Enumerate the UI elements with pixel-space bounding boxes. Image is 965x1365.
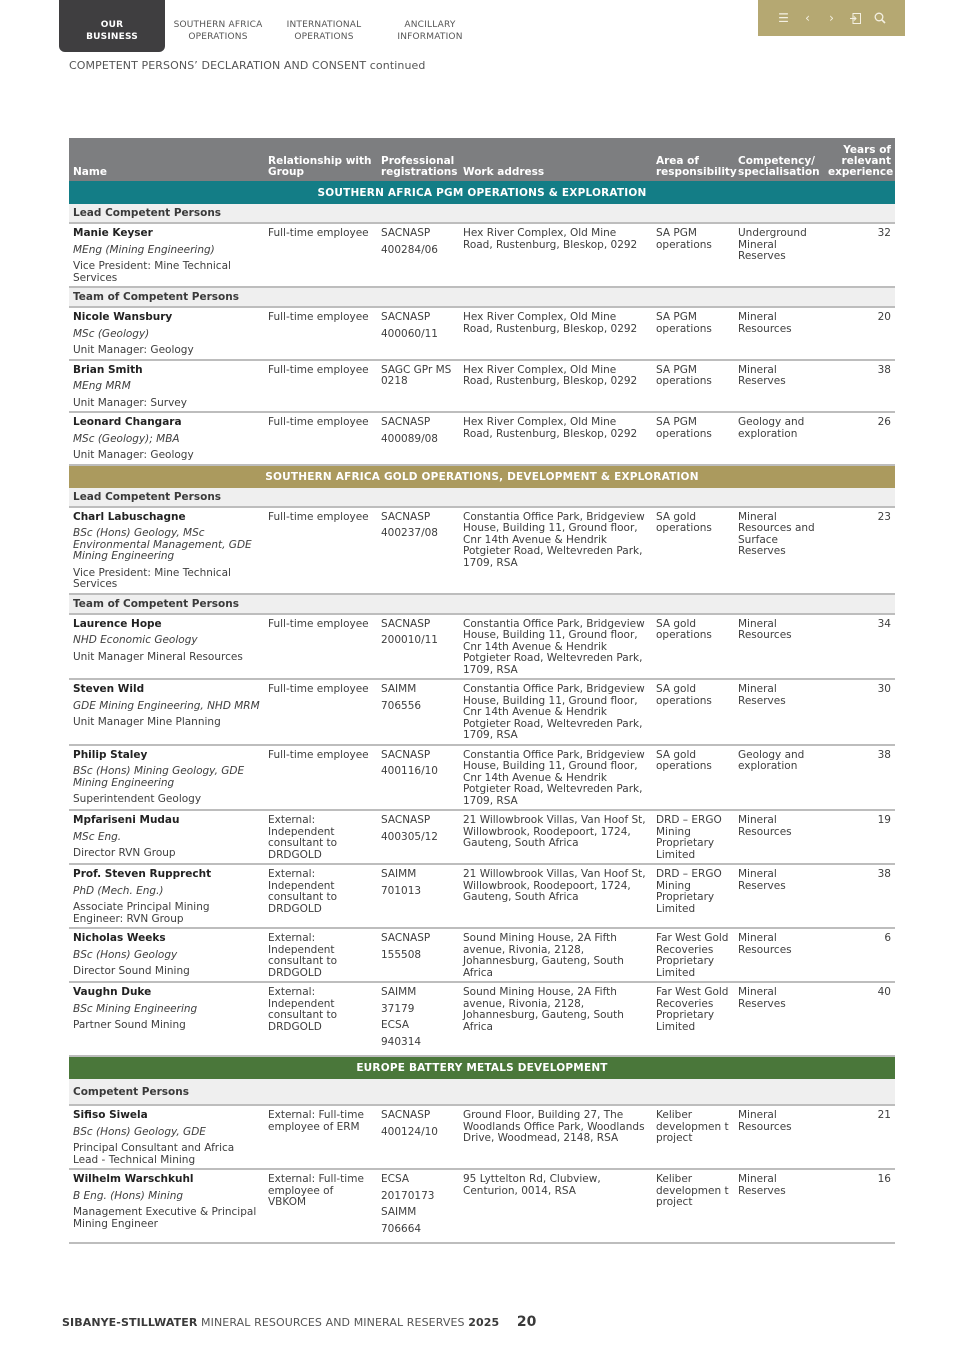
cell-registrations [377,1105,459,1169]
registration-entry: SAIMM [381,683,417,695]
cell-years: 34 [824,614,895,680]
cell-name [69,928,264,982]
registration-entry: ECSA [381,1173,410,1185]
cell-name [69,1105,264,1169]
person-title: Vice President: Mine Technical Services [73,260,231,284]
cell-name [69,679,264,745]
cell-name [69,745,264,811]
nav-tab-label: SOUTHERN AFRICA [173,20,263,30]
registration-entry: SAGC GPr MS 0218 [381,363,452,387]
person-name: Steven Wild [73,683,145,695]
table-row [69,864,895,928]
person-title: Vice President: Mine Technical Services [73,566,231,590]
person-title: Partner Sound Mining [73,1019,186,1031]
chevron-right-icon[interactable]: › [829,11,834,25]
cell-years: 38 [824,745,895,811]
column-header-years: Years of relevant experience [824,138,895,181]
cell-work-address: 95 Lyttelton Rd, Clubview, Centurion, 0014, RSA [459,1169,652,1243]
registration-entry: 155508 [381,948,422,961]
cell-registrations [377,1169,459,1243]
table-row [69,307,895,360]
table-row [69,810,895,864]
person-name: Vaughn Duke [73,986,152,998]
nav-tab-our-business[interactable] [59,0,165,52]
group-label: Competent Persons [69,1079,895,1105]
person-title: Director Sound Mining [73,965,190,977]
group-label: Team of Competent Persons [69,287,895,307]
registration-entry: SACNASP [381,814,431,826]
cell-work-address: Sound Mining House, 2A Fifth avenue, Rivonia, 2128, Johannesburg, Gauteng, South Africa [459,928,652,982]
cell-name [69,810,264,864]
cell-registrations [377,928,459,982]
nav-tab-southern-africa-operations[interactable] [165,0,271,52]
cell-work-address: Constantia Office Park, Bridgeview House, Building 11, Ground floor, Cnr 14th Avenue & Hendrik Potgieter Road, Weltevreden Park, 1709, RSA [459,679,652,745]
person-name: Charl Labuschagne [73,510,186,523]
cell-name [69,223,264,287]
cell-work-address: Constantia Office Park, Bridgeview House, Building 11, Ground floor, Cnr 14th Avenue & Hendrik Potgieter Road, Weltevreden Park, 1709, RSA [459,745,652,811]
nav-tab-label: OPERATIONS [294,32,354,42]
cell-competency: Geology and exploration [734,412,824,465]
page-subtitle: COMPETENT PERSONS’ DECLARATION AND CONSENT continued [69,59,426,72]
cell-name [69,614,264,680]
table-row [69,982,895,1056]
nav-tab-ancillary-information[interactable] [377,0,483,52]
cell-competency: Mineral Resources [734,928,824,982]
cell-work-address: Hex River Complex, Old Mine Road, Rustenburg, Bleskop, 0292 [459,223,652,287]
cell-competency: Underground Mineral Reserves [734,223,824,287]
registration-entry: 400089/08 [381,432,438,445]
cell-area: SA gold operations [652,614,734,680]
person-qualification: NHD Economic Geology [73,634,198,646]
cell-work-address: 21 Willowbrook Villas, Van Hoof St, Willowbrook, Roodepoort, 1724, Gauteng, South Africa [459,810,652,864]
cell-relationship: Full-time employee [264,507,377,594]
table-row [69,360,895,413]
registration-entry: 940314 [381,1035,422,1048]
cell-area: SA gold operations [652,745,734,811]
nav-tab-label: INFORMATION [397,32,463,42]
cell-name [69,864,264,928]
registration-entry: 706556 [381,699,422,712]
cell-work-address: Ground Floor, Building 27, The Woodlands Office Park, Woodlands Drive, Woodmead, 2148, RSA [459,1105,652,1169]
cell-years: 23 [824,507,895,594]
cell-work-address: Constantia Office Park, Bridgeview House, Building 11, Ground floor, Cnr 14th Avenue & Hendrik Potgieter Road, Weltevreden Park, 1709, RSA [459,507,652,594]
person-qualification: BSc (Hons) Geology, GDE [73,1125,206,1138]
cell-registrations [377,412,459,465]
person-name: Manie Keyser [73,227,153,239]
cell-competency: Mineral Resources and Surface Reserves [734,507,824,594]
cell-area: SA PGM operations [652,360,734,413]
section-title: EUROPE BATTERY METALS DEVELOPMENT [69,1056,895,1079]
person-name: Wilhelm Warschkuhl [73,1173,194,1185]
cell-area: Keliber developmen t project [652,1105,734,1169]
cell-work-address: Sound Mining House, 2A Fifth avenue, Rivonia, 2128, Johannesburg, Gauteng, South Africa [459,982,652,1056]
cell-work-address: Hex River Complex, Old Mine Road, Rustenburg, Bleskop, 0292 [459,307,652,360]
nav-tab-label: OPERATIONS [188,32,248,42]
table-row [69,223,895,287]
cell-years: 38 [824,360,895,413]
group-header-row [69,204,895,223]
cell-relationship: Full-time employee [264,745,377,811]
person-qualification: MEng MRM [73,380,131,392]
person-name: Philip Staley [73,748,148,761]
person-title: Unit Manager: Geology [73,449,194,461]
cell-registrations [377,507,459,594]
person-qualification: GDE Mining Engineering, NHD MRM [73,699,260,712]
person-qualification: MSc (Geology); MBA [73,432,180,445]
menu-icon[interactable]: ☰ [778,11,789,25]
top-navigation [59,0,483,52]
person-qualification: BSc (Hons) Geology, MSc Environmental Management, GDE Mining Engineering [73,527,252,562]
registration-entry: ECSA [381,1019,410,1031]
table-row [69,928,895,982]
registration-entry: 400305/12 [381,830,438,843]
footer-brand: SIBANYE-STILLWATER [62,1316,198,1329]
cell-area: SA PGM operations [652,307,734,360]
cell-work-address: Constantia Office Park, Bridgeview House, Building 11, Ground floor, Cnr 14th Avenue & Hendrik Potgieter Road, Weltevreden Park, 1709, RSA [459,614,652,680]
group-header-row [69,488,895,507]
registration-entry: 400284/06 [381,243,438,256]
person-name: Mpfariseni Mudau [73,814,180,826]
person-title: Superintendent Geology [73,793,202,805]
cell-relationship: Full-time employee [264,360,377,413]
person-title: Unit Manager: Survey [73,396,187,409]
cell-years: 38 [824,864,895,928]
registration-entry: SACNASP [381,932,431,944]
person-name: Laurence Hope [73,617,162,630]
registration-entry: SACNASP [381,617,431,630]
person-name: Prof. Steven Rupprecht [73,868,212,880]
cell-registrations [377,745,459,811]
cell-area: DRD – ERGO Mining Proprietary Limited [652,864,734,928]
section-header-row [69,465,895,488]
chevron-left-icon[interactable]: ‹ [805,11,810,25]
nav-tab-label: BUSINESS [86,32,138,42]
cell-relationship: External: Full-time employee of VBKOM [264,1169,377,1243]
cell-registrations [377,307,459,360]
cell-area: SA gold operations [652,679,734,745]
registration-entry: SACNASP [381,510,431,523]
cell-work-address: 21 Willowbrook Villas, Van Hoof St, Willowbrook, Roodepoort, 1724, Gauteng, South Africa [459,864,652,928]
group-label: Team of Competent Persons [69,594,895,614]
person-name: Nicole Wansbury [73,311,173,323]
nav-tab-international-operations[interactable] [271,0,377,52]
cell-years: 21 [824,1105,895,1169]
cell-registrations [377,223,459,287]
column-header-work-address: Work address [459,138,652,181]
cell-name [69,982,264,1056]
person-title: Director RVN Group [73,847,176,859]
section-title: SOUTHERN AFRICA PGM OPERATIONS & EXPLORATION [69,181,895,204]
cell-years: 16 [824,1169,895,1243]
document-toolbar [758,0,905,36]
cell-work-address: Hex River Complex, Old Mine Road, Rustenburg, Bleskop, 0292 [459,360,652,413]
table-row [69,1105,895,1169]
cell-years: 20 [824,307,895,360]
person-title: Management Executive & Principal Mining Engineer [73,1206,257,1230]
footer-year: 2025 [468,1316,500,1329]
registration-entry: 400124/10 [381,1125,438,1138]
cell-competency: Mineral Reserves [734,982,824,1056]
cell-relationship: Full-time employee [264,679,377,745]
cell-area: DRD – ERGO Mining Proprietary Limited [652,810,734,864]
cell-area: Keliber developmen t project [652,1169,734,1243]
group-label: Lead Competent Persons [69,204,895,223]
person-name: Leonard Changara [73,416,182,428]
page-number: 20 [516,1314,537,1330]
cell-registrations [377,810,459,864]
registration-entry: SACNASP [381,227,431,239]
registration-entry: SAIMM [381,986,417,998]
cell-years: 26 [824,412,895,465]
cell-area: SA PGM operations [652,412,734,465]
cell-relationship: Full-time employee [264,614,377,680]
person-qualification: MSc (Geology) [73,327,150,340]
person-qualification: B Eng. (Hons) Mining [73,1189,184,1202]
cell-competency: Geology and exploration [734,745,824,811]
group-header-row [69,287,895,307]
cell-name [69,360,264,413]
registration-entry: 200010/11 [381,634,438,646]
person-name: Sifiso Siwela [73,1109,148,1121]
column-header-relationship: Relationship with Group [264,138,377,181]
table-row [69,507,895,594]
group-label: Lead Competent Persons [69,488,895,507]
person-title: Principal Consultant and Africa Lead - Technical Mining [73,1142,235,1166]
group-header-row [69,1079,895,1105]
cell-years: 30 [824,679,895,745]
nav-tab-label: INTERNATIONAL [286,20,362,30]
table-header-row [69,138,895,181]
cell-competency: Mineral Resources [734,614,824,680]
cell-name [69,507,264,594]
nav-tab-label: ANCILLARY [404,20,456,30]
cell-relationship: External: Full-time employee of ERM [264,1105,377,1169]
registration-entry: SACNASP [381,416,431,428]
cell-registrations [377,864,459,928]
cell-competency: Mineral Resources [734,1105,824,1169]
person-qualification: MSc Eng. [73,830,122,843]
registration-entry: 37179 [381,1002,415,1015]
person-title: Unit Manager: Geology [73,344,194,356]
person-title: Associate Principal Mining Engineer: RVN Group [73,901,210,925]
cell-area: SA gold operations [652,507,734,594]
cell-area: Far West Gold Recoveries Proprietary Limited [652,928,734,982]
cell-competency: Mineral Resources [734,307,824,360]
registration-entry: SAIMM [381,868,417,880]
registration-entry: 400060/11 [381,327,438,340]
cell-registrations [377,982,459,1056]
competent-persons-table [69,138,895,1244]
column-header-area: Area of responsibility [652,138,734,181]
column-header-competency: Competency/ specialisation [734,138,824,181]
person-qualification: MEng (Mining Engineering) [73,243,215,256]
section-title: SOUTHERN AFRICA GOLD OPERATIONS, DEVELOPMENT & EXPLORATION [69,465,895,488]
cell-competency: Mineral Reserves [734,679,824,745]
cell-years: 19 [824,810,895,864]
cell-relationship: External: Independent consultant to DRDGOLD [264,928,377,982]
cell-competency: Mineral Resources [734,810,824,864]
person-name: Brian Smith [73,363,143,376]
cell-relationship: External: Independent consultant to DRDGOLD [264,982,377,1056]
cell-name [69,412,264,465]
cell-years: 32 [824,223,895,287]
person-qualification: BSc (Hons) Geology [73,948,178,961]
cell-area: Far West Gold Recoveries Proprietary Limited [652,982,734,1056]
column-header-registrations: Professional registrations [377,138,459,181]
nav-tab-label: OUR [100,20,124,30]
table-row [69,1169,895,1243]
cell-relationship: External: Independent consultant to DRDGOLD [264,864,377,928]
cell-competency: Mineral Reserves [734,1169,824,1243]
person-title: Unit Manager Mineral Resources [73,650,243,663]
registration-entry: 400237/08 [381,527,438,539]
table-row [69,745,895,811]
person-qualification: PhD (Mech. Eng.) [73,884,164,897]
exit-icon[interactable] [850,11,862,25]
table-row [69,412,895,465]
table-row [69,679,895,745]
cell-competency: Mineral Reserves [734,360,824,413]
cell-area: SA PGM operations [652,223,734,287]
cell-years: 6 [824,928,895,982]
cell-name [69,1169,264,1243]
search-icon[interactable] [874,11,886,25]
cell-relationship: Full-time employee [264,412,377,465]
group-header-row [69,594,895,614]
registration-entry: SACNASP [381,1109,431,1121]
person-qualification: BSc Mining Engineering [73,1002,198,1015]
section-header-row [69,1056,895,1079]
registration-entry: 706664 [381,1222,422,1235]
cell-registrations [377,614,459,680]
cell-years: 40 [824,982,895,1056]
cell-relationship: External: Independent consultant to DRDGOLD [264,810,377,864]
cell-registrations [377,679,459,745]
cell-relationship: Full-time employee [264,307,377,360]
registration-entry: SACNASP [381,748,431,761]
registration-entry: SACNASP [381,311,431,323]
cell-name [69,307,264,360]
registration-entry: 701013 [381,884,422,897]
registration-entry: 400116/10 [381,765,438,777]
footer-report-title: MINERAL RESOURCES AND MINERAL RESERVES [201,1316,465,1329]
cell-work-address: Hex River Complex, Old Mine Road, Rustenburg, Bleskop, 0292 [459,412,652,465]
person-qualification: BSc (Hons) Mining Geology, GDE Mining Engineering [73,765,245,789]
registration-entry: SAIMM [381,1206,417,1218]
section-header-row [69,181,895,204]
cell-relationship: Full-time employee [264,223,377,287]
registration-entry: 20170173 [381,1189,435,1202]
cell-registrations [377,360,459,413]
page-footer [62,1314,537,1330]
cell-competency: Mineral Reserves [734,864,824,928]
person-title: Unit Manager Mine Planning [73,716,221,728]
table-row [69,614,895,680]
column-header-name: Name [69,138,264,181]
person-name: Nicholas Weeks [73,932,166,944]
